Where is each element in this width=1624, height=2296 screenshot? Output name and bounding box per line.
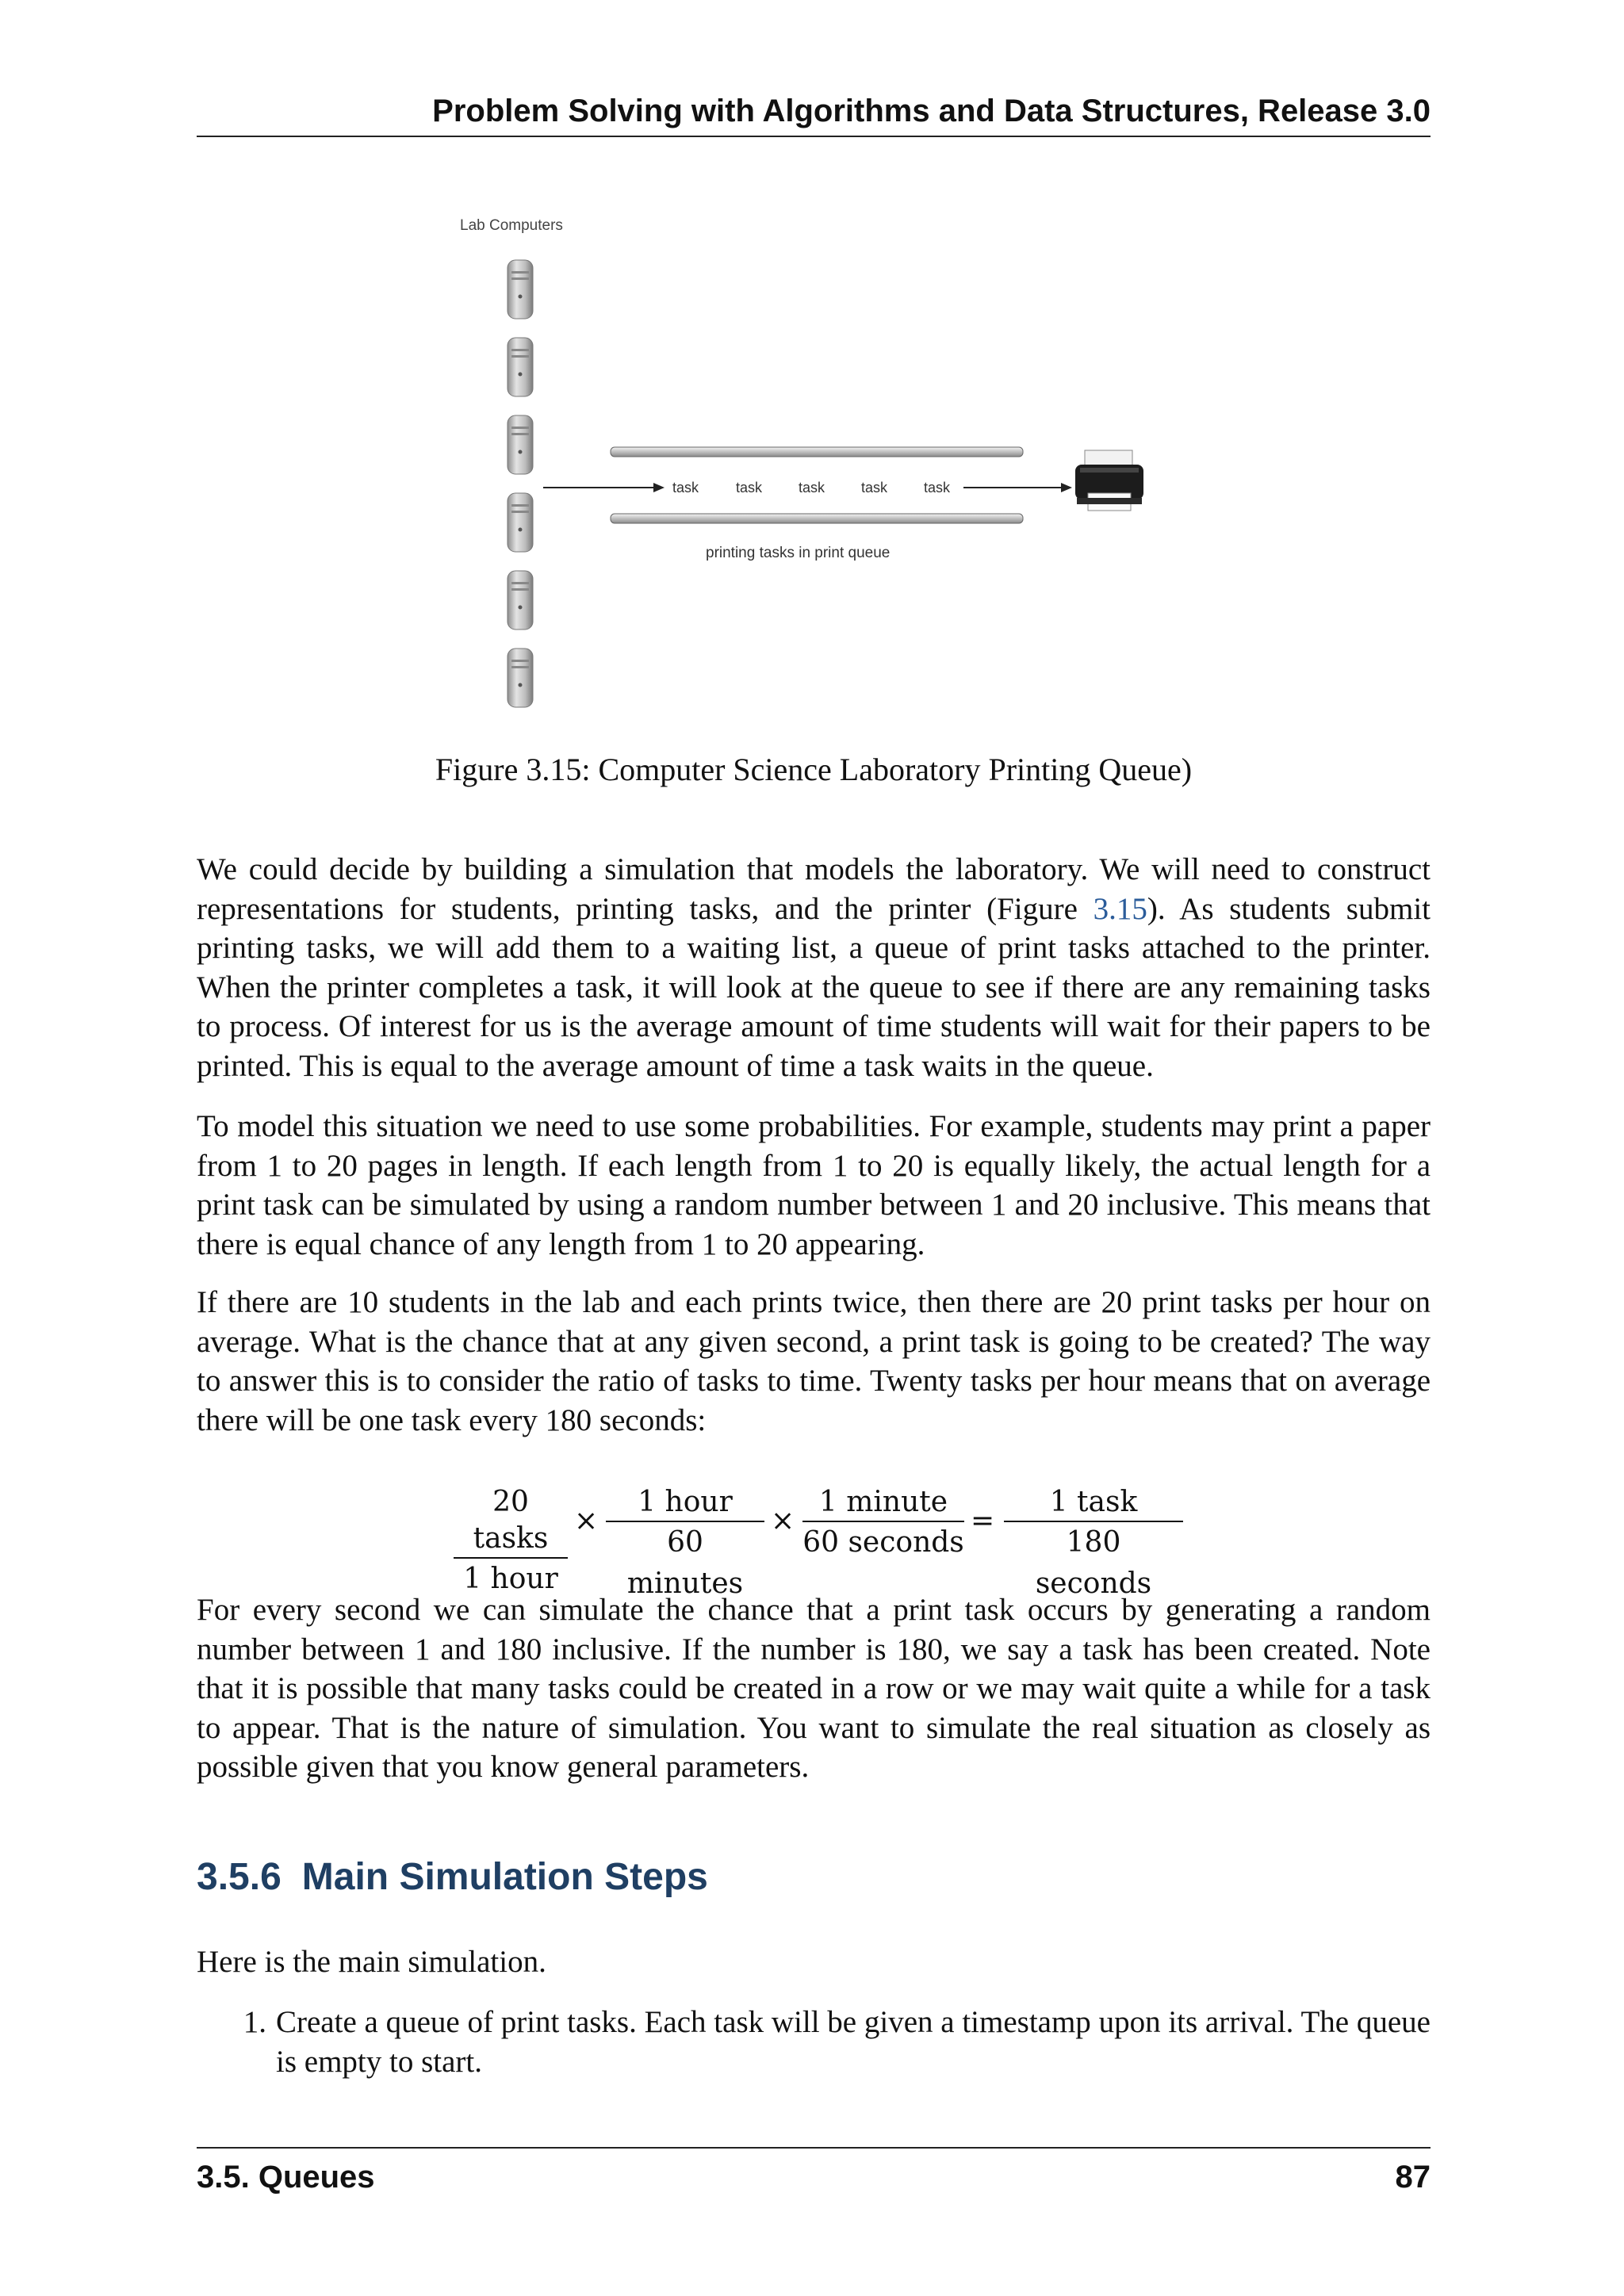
lab-computer-tower <box>508 571 533 629</box>
running-header: Problem Solving with Algorithms and Data Structures, Release 3.0 <box>432 94 1431 128</box>
fraction: 1 hour 60 minutes <box>606 1484 764 1605</box>
list-marker: 1. <box>243 2005 266 2039</box>
queue-caption-label: printing tasks in print queue <box>706 545 891 561</box>
list-item-text: Create a queue of print tasks. Each task will be given a timestamp upon its arrival. The queue is empty to start. <box>276 2005 1431 2079</box>
lab-computer-tower <box>508 649 533 707</box>
lab-computer-tower <box>508 493 533 552</box>
probability-equation <box>454 1484 1183 1600</box>
list-item <box>197 2003 1431 2081</box>
lab-computer-tower <box>508 338 533 396</box>
section-heading <box>197 1854 708 1901</box>
paragraph: For every second we can simulate the chance that a print task occurs by generating a random number between 1 and 180 inclusive. If the number is 180, we say a task has been created. Note that it is possible that many tasks could be created in a row or we may wait quite a while for a task to appear. That is the nature of simulation. You want to simulate the real situation as closely as possible given that you know general parameters. <box>197 1593 1431 1784</box>
times-operator: × <box>771 1505 795 1537</box>
print-queue-figure <box>444 212 1189 720</box>
fraction: 1 minute 60 seconds <box>802 1486 964 1559</box>
queue-top-rail <box>611 447 1023 457</box>
paragraph-text: ). As students submit printing tasks, we will add them to a waiting list, a queue of print tasks attached to the printer. When the printer completes a task, it will look at the queue to see if there are any remaining tasks to process. Of interest for us is the average amount of time students will wait for their papers to be printed. This is equal to the average amount of time a task waits in the queue. <box>197 891 1431 1083</box>
arrow-into-queue-icon <box>543 483 665 492</box>
section-number: 3.5.6 <box>197 1856 282 1898</box>
fraction: 20 tasks 1 hour <box>454 1484 568 1600</box>
lab-computers-label: Lab Computers <box>460 217 563 234</box>
paragraph: To model this situation we need to use some probabilities. For example, students may print a paper from 1 to 20 pages in length. If each length from 1 to 20 is equally likely, the actual length for a print task can be simulated by using a random number between 1 and 20 inclusive. This means that there is equal chance of any length from 1 to 20 appearing. <box>197 1109 1431 1261</box>
queue-bottom-rail <box>611 514 1023 523</box>
paragraph: If there are 10 students in the lab and each prints twice, then there are 20 print tasks per hour on average. What is the chance that at any given second, a print task is going to be created? The way to answer this is to consider the ratio of tasks to time. Twenty tasks per hour means that on average there will be one task every 180 seconds: <box>197 1285 1431 1437</box>
section-title: Main Simulation Steps <box>301 1856 708 1898</box>
footer-rule <box>197 2147 1431 2149</box>
steps-list <box>197 2003 1431 2081</box>
times-operator: × <box>574 1505 599 1537</box>
queue-task: task <box>672 480 699 496</box>
header-rule <box>197 136 1431 137</box>
paragraph <box>197 850 1431 1085</box>
paragraph: Here is the main simulation. <box>197 1945 546 1979</box>
fraction: 1 task 180 seconds <box>1004 1484 1183 1605</box>
lab-computer-tower <box>508 260 533 319</box>
figure-caption: Figure 3.15: Computer Science Laboratory Printing Queue) <box>435 752 1193 787</box>
queue-task: task <box>799 480 825 496</box>
queue-task: task <box>736 480 763 496</box>
page-number: 87 <box>1395 2160 1431 2195</box>
lab-computer-tower <box>508 415 533 474</box>
footer-section: 3.5. Queues <box>197 2160 375 2195</box>
paragraph-text: We could decide by building a simulation that models the laboratory. We will need to construct representations for students, printing tasks, and the printer (Figure <box>197 852 1431 926</box>
printer-icon <box>1075 450 1143 511</box>
arrow-to-printer-icon <box>963 483 1072 492</box>
figure-reference-link[interactable]: 3.15 <box>1093 891 1147 926</box>
queue-task: task <box>861 480 888 496</box>
queue-task: task <box>924 480 951 496</box>
equals-operator: = <box>971 1505 995 1537</box>
